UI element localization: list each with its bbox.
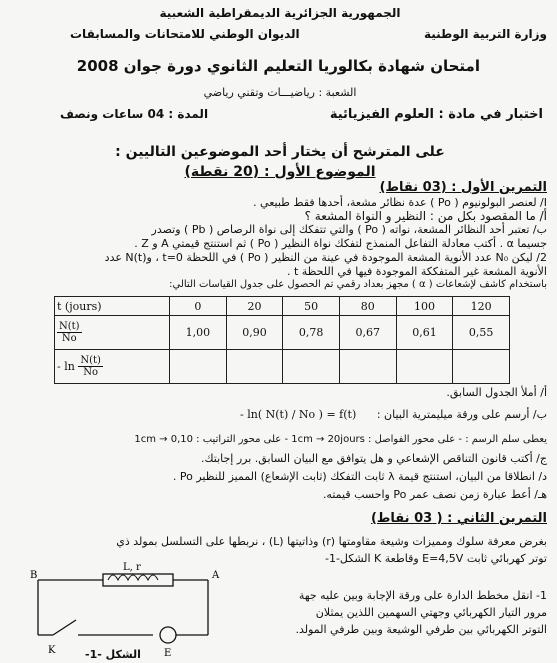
measurements-table (54, 296, 510, 384)
ex1-q5: الأنوية المشعة غير المتفككة الموجودة فيها في اللحظة t . (286, 265, 547, 278)
ex1-intro: I/ لعنصر البولونيوم ( Po ) عدة نظائر مشعة، أحدها فقط طبيعي . (253, 196, 547, 209)
ministry-line: وزارة التربية الوطنية (423, 27, 547, 41)
ex1-q1: أ/ ما المقصود بكل من : النظير و النواة المشعة ؟ (304, 209, 547, 223)
ex2-intro2: توتر كهربائي ثابت E=4,5V وقاطعة K الشكل-1- (324, 552, 547, 565)
ratio-cell: 0,78 (283, 316, 340, 350)
ex2-q1b: مرور التيار الكهربائي وجهتي السهمين اللذين يمثلان (315, 606, 547, 619)
ln-cell (283, 350, 340, 384)
label-k: K (48, 645, 56, 656)
ex1-q4: 2/ ليكن N₀ عدد الأنوية المشعة الموجودة في عينة من النظير ( Po ) في اللحظة t=0 ، وN(t) عدد (104, 251, 547, 264)
coil-winding (108, 575, 158, 580)
ex1-after2: ب/ أرسم على ورقة ميليمترية البيان : (376, 408, 547, 421)
ex1-q3: جسيما α . أكتب معادلة التفاعل المنمذج لتفكك نواة النظير ( Po ) ثم استنتج قيمتي A و Z . (134, 237, 547, 250)
ln-num: N(t) (80, 355, 101, 366)
ln-prefix: - ln (57, 360, 75, 373)
choose-instruction: على المترشح أن يختار أحد الموضوعين التاليين : (115, 144, 445, 160)
ex1-after5: هـ/ أعط عبارة زمن نصف عمر Po واحسب قيمته. (322, 488, 547, 501)
topic-1-title: الموضوع الأول : (20 نقطة) (184, 164, 376, 180)
exercise-1-title: التمرين الأول : (03 نقاط) (379, 180, 547, 195)
exercise-2-title: التمرين الثاني : ( 03 نقاط) (370, 511, 547, 526)
figure-caption: الشكل -1- (85, 648, 141, 661)
duration-line: المدة : 04 ساعات ونصف (60, 107, 209, 121)
subject-line: اختبار في مادة : العلوم الفيزيائية (329, 107, 543, 122)
ratio-num: N(t) (59, 321, 80, 332)
table-row-ratio (55, 316, 510, 350)
table-row-ln (55, 350, 510, 384)
ex1-after4: د/ انطلاقا من البيان، استنتج قيمة λ ثابت التفكك (ثابت الإشعاع) المميز للنظير Po . (172, 470, 547, 483)
ln-label (55, 350, 170, 384)
t-label: t (jours) (55, 297, 170, 316)
ln-cell (396, 350, 453, 384)
t-cell: 50 (283, 297, 340, 316)
ratio-cell: 0,61 (396, 316, 453, 350)
office-line: الديوان الوطني للامتحانات والمسابقات (70, 27, 300, 41)
ex2-q1c: التوتر الكهربائي بين طرفي الوشيعة وبين طرفي المولد. (295, 623, 547, 636)
ex1-scale: يعطى سلم الرسم : - على محور الفواصل : 1cm → 20jours - على محور التراتيب : 1cm → 0,10 (134, 434, 547, 445)
t-cell: 20 (226, 297, 283, 316)
label-e: E (164, 648, 172, 659)
t-cell: 100 (396, 297, 453, 316)
t-cell: 80 (339, 297, 396, 316)
generator (160, 627, 176, 643)
ratio-cell: 0,55 (453, 316, 510, 350)
republic-line: الجمهورية الجزائرية الديمقراطية الشعبية (159, 6, 401, 20)
branch-line: الشعبة : رياضيـــات وتقني رياضي (203, 86, 357, 99)
ratio-label (55, 316, 170, 350)
ex1-after1: أ/ أملأ الجدول السابق. (446, 386, 547, 399)
ln-den: No (83, 367, 98, 378)
ratio-cell: 1,00 (170, 316, 227, 350)
table-row-time (55, 297, 510, 316)
label-coil: L, r (123, 562, 141, 573)
ratio-cell: 0,90 (226, 316, 283, 350)
ln-cell (170, 350, 227, 384)
t-cell: 120 (453, 297, 510, 316)
ex2-q1a: 1- انقل مخطط الدارة على ورقة الإجابة وبين عليه جهة (298, 589, 547, 602)
switch-k (53, 620, 76, 635)
ratio-den: No (61, 333, 77, 344)
ex1-q6: باستخدام كاشف لإشعاعات ( α ) مجهز بعداد رقمي تم الحصول على جدول القياسات التالي: (169, 279, 547, 290)
ex2-intro1: بغرض معرفة سلوك ومميزات وشيعة مقاومتها (r) وذاتيتها (L) ، نربطها على التسلسل بمولد ذي (116, 535, 547, 548)
label-b: B (30, 570, 38, 581)
ex1-formula: - ln( N(t) / No ) = f(t) (240, 408, 357, 421)
ratio-cell: 0,67 (339, 316, 396, 350)
ln-cell (453, 350, 510, 384)
ln-cell (339, 350, 396, 384)
ex1-q2: ب/ تعتبر أحد النظائر المشعة، نواته ( Po ) والتي تتفكك إلى نواة الرصاص ( Pb ) وتصدر (151, 223, 547, 236)
exam-title: امتحان شهادة بكالوريا التعليم الثانوي دورة جوان 2008 (76, 57, 480, 75)
ln-cell (226, 350, 283, 384)
label-a: A (212, 570, 220, 581)
ex1-after3: ج/ أكتب قانون التناقص الإشعاعي و هل يتوافق مع البيان السابق. برر إجابتك. (200, 452, 547, 465)
t-cell: 0 (170, 297, 227, 316)
